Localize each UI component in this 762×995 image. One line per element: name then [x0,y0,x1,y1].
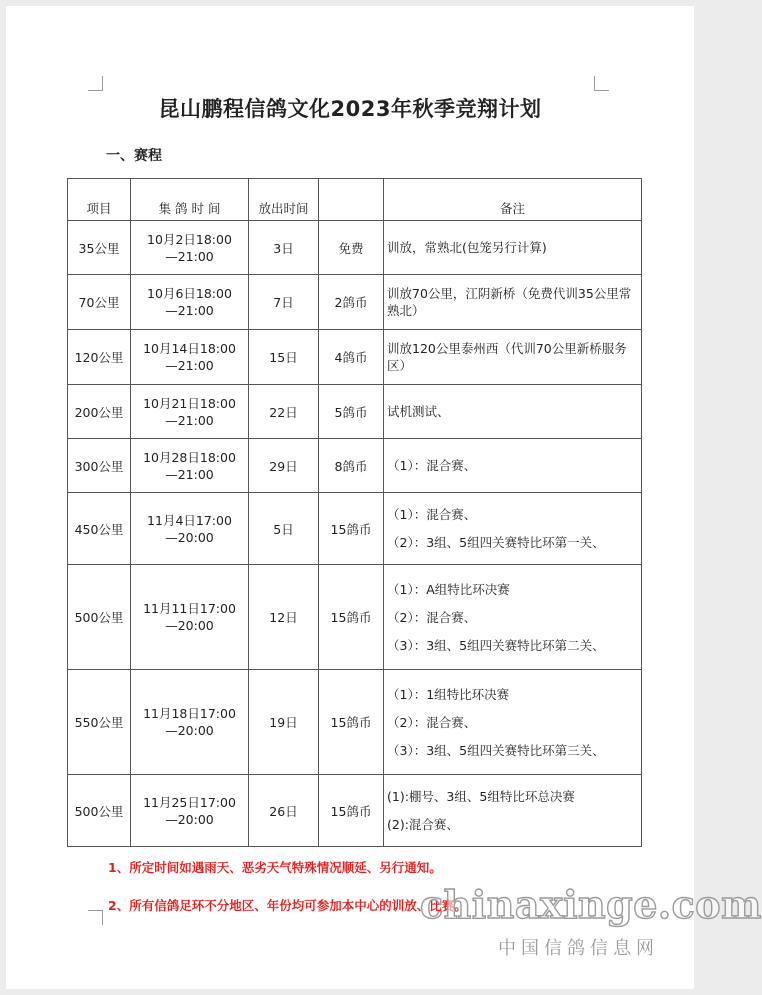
cell-collect-time [131,275,249,330]
cell-fee: 8鸽币 [319,439,384,493]
cell-fee: 15鸽币 [319,493,384,565]
table-row [68,221,642,275]
cell-release: 19日 [249,670,319,775]
cell-fee: 15鸽币 [319,775,384,847]
cell-collect-time [131,670,249,775]
collect-time-start: 11月4日17:00 [147,512,232,528]
cell-notes [384,275,642,330]
collect-time-start: 10月6日18:00 [147,286,232,301]
cell-fee: 免费 [319,221,384,275]
cell-notes [384,775,642,847]
watermark-logo: chinaxinge.com [420,882,762,927]
header-fee [319,179,384,221]
collect-time-end: —21:00 [165,466,214,482]
cell-item: 200公里 [68,385,131,439]
note-line: （3）：3组、5组四关赛特比环第二关、 [387,637,605,653]
cell-notes [384,493,642,565]
cell-notes [384,565,642,670]
note-line: （1）：混合赛、 [387,458,477,473]
note-line: (1):棚号、3组、5组特比环总决赛 [387,789,575,804]
table-header-row [68,179,642,221]
cell-release: 12日 [249,565,319,670]
header-notes: 备注 [384,179,642,221]
note-line: 训放120公里泰州西（代训70公里新桥服务区） [387,341,627,373]
cell-item: 300公里 [68,439,131,493]
cell-item: 550公里 [68,670,131,775]
cell-release: 22日 [249,385,319,439]
table-row [68,775,642,847]
footnote-1: 1、所定时间如遇雨天、恶劣天气特殊情况顺延、另行通知。 [108,860,442,875]
collect-time-end: —20:00 [165,529,214,545]
cell-item: 120公里 [68,330,131,385]
header-collect-time: 集 鸽 时 间 [131,179,249,221]
cell-item: 450公里 [68,493,131,565]
collect-time-end: —21:00 [165,412,214,428]
cell-collect-time [131,493,249,565]
note-line: 训放，常熟北(包笼另行计算) [387,240,547,255]
cell-release: 26日 [249,775,319,847]
collect-time-start: 11月25日17:00 [143,794,236,810]
collect-time-start: 10月28日18:00 [143,449,236,465]
cell-release: 15日 [249,330,319,385]
table-row [68,565,642,670]
note-line: （1）：A组特比环决赛 [387,581,510,597]
note-line: 试机测试、 [387,404,450,419]
cell-notes [384,670,642,775]
note-line: （2）：混合赛、 [387,714,477,730]
cell-fee: 15鸽币 [319,670,384,775]
cell-release: 5日 [249,493,319,565]
cell-collect-time [131,775,249,847]
cell-fee: 4鸽币 [319,330,384,385]
note-line: （1）：混合赛、 [387,507,477,522]
cell-release: 3日 [249,221,319,275]
collect-time-end: —20:00 [165,618,214,633]
table-row [68,670,642,775]
collect-time-start: 10月21日18:00 [143,395,236,411]
schedule-table [67,178,642,847]
collect-time-end: —21:00 [165,303,214,318]
collect-time-end: —21:00 [165,358,214,373]
cell-collect-time [131,221,249,275]
collect-time-end: —20:00 [165,811,214,827]
note-line: （1）：1组特比环决赛 [387,686,510,702]
section-heading: 一、赛程 [106,148,162,164]
header-release-time: 放出时间 [249,179,319,221]
watermark-subtitle: 中国信鸽信息网 [498,938,659,959]
cell-notes [384,330,642,385]
crop-mark-top-right [594,76,609,91]
header-item: 项目 [68,179,131,221]
cell-fee: 15鸽币 [319,565,384,670]
cell-notes [384,221,642,275]
cell-release: 7日 [249,275,319,330]
crop-mark-top-left [88,76,103,91]
table-row [68,330,642,385]
cell-collect-time [131,330,249,385]
collect-time-start: 11月11日17:00 [143,601,236,616]
crop-mark-bottom-left [88,910,103,925]
collect-time-start: 10月2日18:00 [147,231,232,247]
cell-item: 70公里 [68,275,131,330]
cell-collect-time [131,565,249,670]
cell-collect-time [131,385,249,439]
cell-fee: 5鸽币 [319,385,384,439]
table-row [68,493,642,565]
cell-item: 35公里 [68,221,131,275]
note-line: 训放70公里，江阴新桥（免费代训35公里常熟北） [387,286,632,318]
collect-time-end: —21:00 [165,248,214,264]
cell-notes [384,385,642,439]
cell-collect-time [131,439,249,493]
document-title: 昆山鹏程信鸽文化2023年秋季竞翔计划 [158,97,542,121]
note-line: （2）：3组、5组四关赛特比环第一关、 [387,535,605,550]
table-row [68,275,642,330]
note-line: （2）：混合赛、 [387,609,477,625]
table-row [68,439,642,493]
cell-item: 500公里 [68,565,131,670]
table-row [68,385,642,439]
cell-fee: 2鸽币 [319,275,384,330]
collect-time-end: —20:00 [165,723,214,738]
note-line: (2):混合赛、 [387,817,459,832]
cell-release: 29日 [249,439,319,493]
note-line: （3）：3组、5组四关赛特比环第三关、 [387,742,605,758]
collect-time-start: 10月14日18:00 [143,341,236,356]
cell-item: 500公里 [68,775,131,847]
cell-notes [384,439,642,493]
collect-time-start: 11月18日17:00 [143,706,236,721]
footnote-2: 2、所有信鸽足环不分地区、年份均可参加本中心的训放、比赛。 [108,898,467,913]
